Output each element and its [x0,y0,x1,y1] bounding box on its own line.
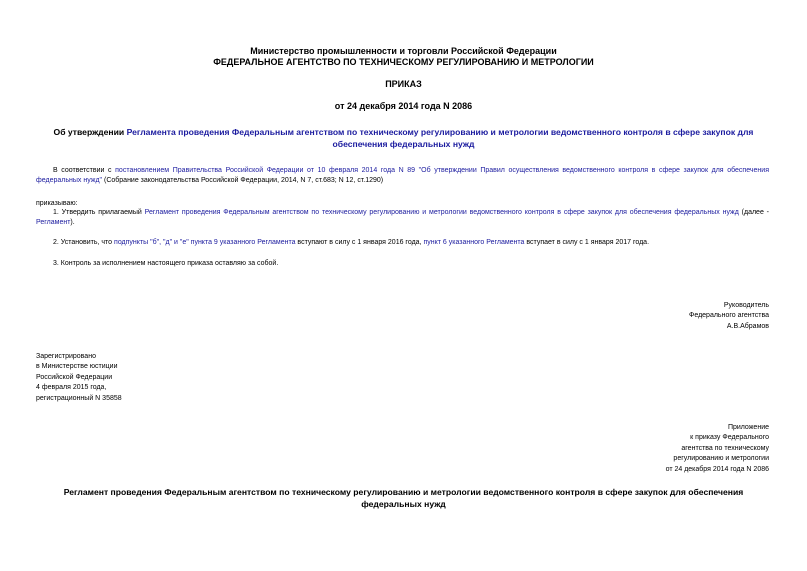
signature-block [689,301,769,332]
signature-position: Руководитель [723,302,769,309]
registration-block [36,352,122,404]
order-title [40,126,767,150]
appendix-line-3: агентства по техническому [681,444,769,452]
doc-type-heading: ПРИКАЗ [385,79,422,89]
order-title-prefix: Об утверждении [53,127,127,137]
registration-line-2: в Министерстве юстиции [36,363,118,371]
appendix-line-2: к приказу Федерального [690,434,769,442]
preamble-text-start: В соответствии с [53,167,116,174]
registration-line-4: 4 февраля 2015 года, [36,384,107,392]
item-2-point-6-link[interactable]: пункт 6 указанного Регламента [423,239,525,246]
appendix-line-5: от 24 декабря 2014 года N 2086 [665,465,769,473]
registration-line-3: Российской Федерации [36,373,113,381]
appendix-line-4: регулированию и метрологии [673,455,769,463]
item-1-text-end: ). [70,219,75,227]
signature-organization: Федерального агентства [689,312,769,320]
appendix-block [666,423,769,475]
reglament-title-link[interactable]: Регламента проведения Федеральным агентством по техническому регулированию и метрологии ведомственного контроля в сфере закупок для обеспечения федеральных нужд [126,127,754,149]
agency-heading: ФЕДЕРАЛЬНОЕ АГЕНТСТВО ПО ТЕХНИЧЕСКОМУ РЕГУЛИРОВАНИЮ И МЕТРОЛОГИИ [213,57,594,67]
reglament-heading: Регламент проведения Федеральным агентством по техническому регулированию и метрологии ведомственного контроля в сфере закупок для обеспечения федеральных нужд [63,487,744,509]
item-1-paragraph [36,208,769,229]
item-1-reglament-link[interactable]: Регламент проведения Федеральным агентством по техническому регулированию и метрологии ведомственного контроля в сфере закупок для обеспечения федеральных нужд [144,209,739,216]
doc-date-heading: от 24 декабря 2014 года N 2086 [334,101,473,111]
item-2-paragraph [36,238,769,248]
registration-line-1: Зарегистрировано [36,353,96,360]
government-decree-link[interactable]: постановлением Правительства Российской Федерации от 10 февраля 2014 года N 89 "Об утверждении Правил осуществления ведомственного контроля в сфере закупок для обеспечения федеральных нужд" [36,167,769,185]
appendix-line-1: Приложение [727,424,769,431]
ministry-heading: Министерство промышленности и торговли Российской Федерации [250,46,557,56]
item-2-subpoints-link[interactable]: подпункты "б", "д" и "е" пункта 9 указанного Регламента [114,239,296,246]
item-1-text-middle: (далее - [738,209,770,216]
preamble-text-end: (Собрание законодательства Российской Федерации, 2014, N 7, ст.683; N 12, ст.1290) [102,177,384,185]
item-2-text-middle: вступают в силу с 1 января 2016 года, [295,239,424,246]
item-2-text-start: 2. Установить, что [53,239,115,246]
item-1-short-reglament-link[interactable]: Регламент [36,219,71,227]
item-3-paragraph: 3. Контроль за исполнением настоящего приказа оставляю за собой. [53,260,279,267]
signature-name: А.В.Абрамов [726,322,769,330]
order-word: приказываю: [36,200,78,207]
preamble-paragraph [36,166,769,187]
registration-line-5: регистрационный N 35858 [36,394,122,402]
item-2-text-end: вступает в силу с 1 января 2017 года. [524,239,650,246]
item-1-text-start: 1. Утвердить прилагаемый [53,209,145,216]
